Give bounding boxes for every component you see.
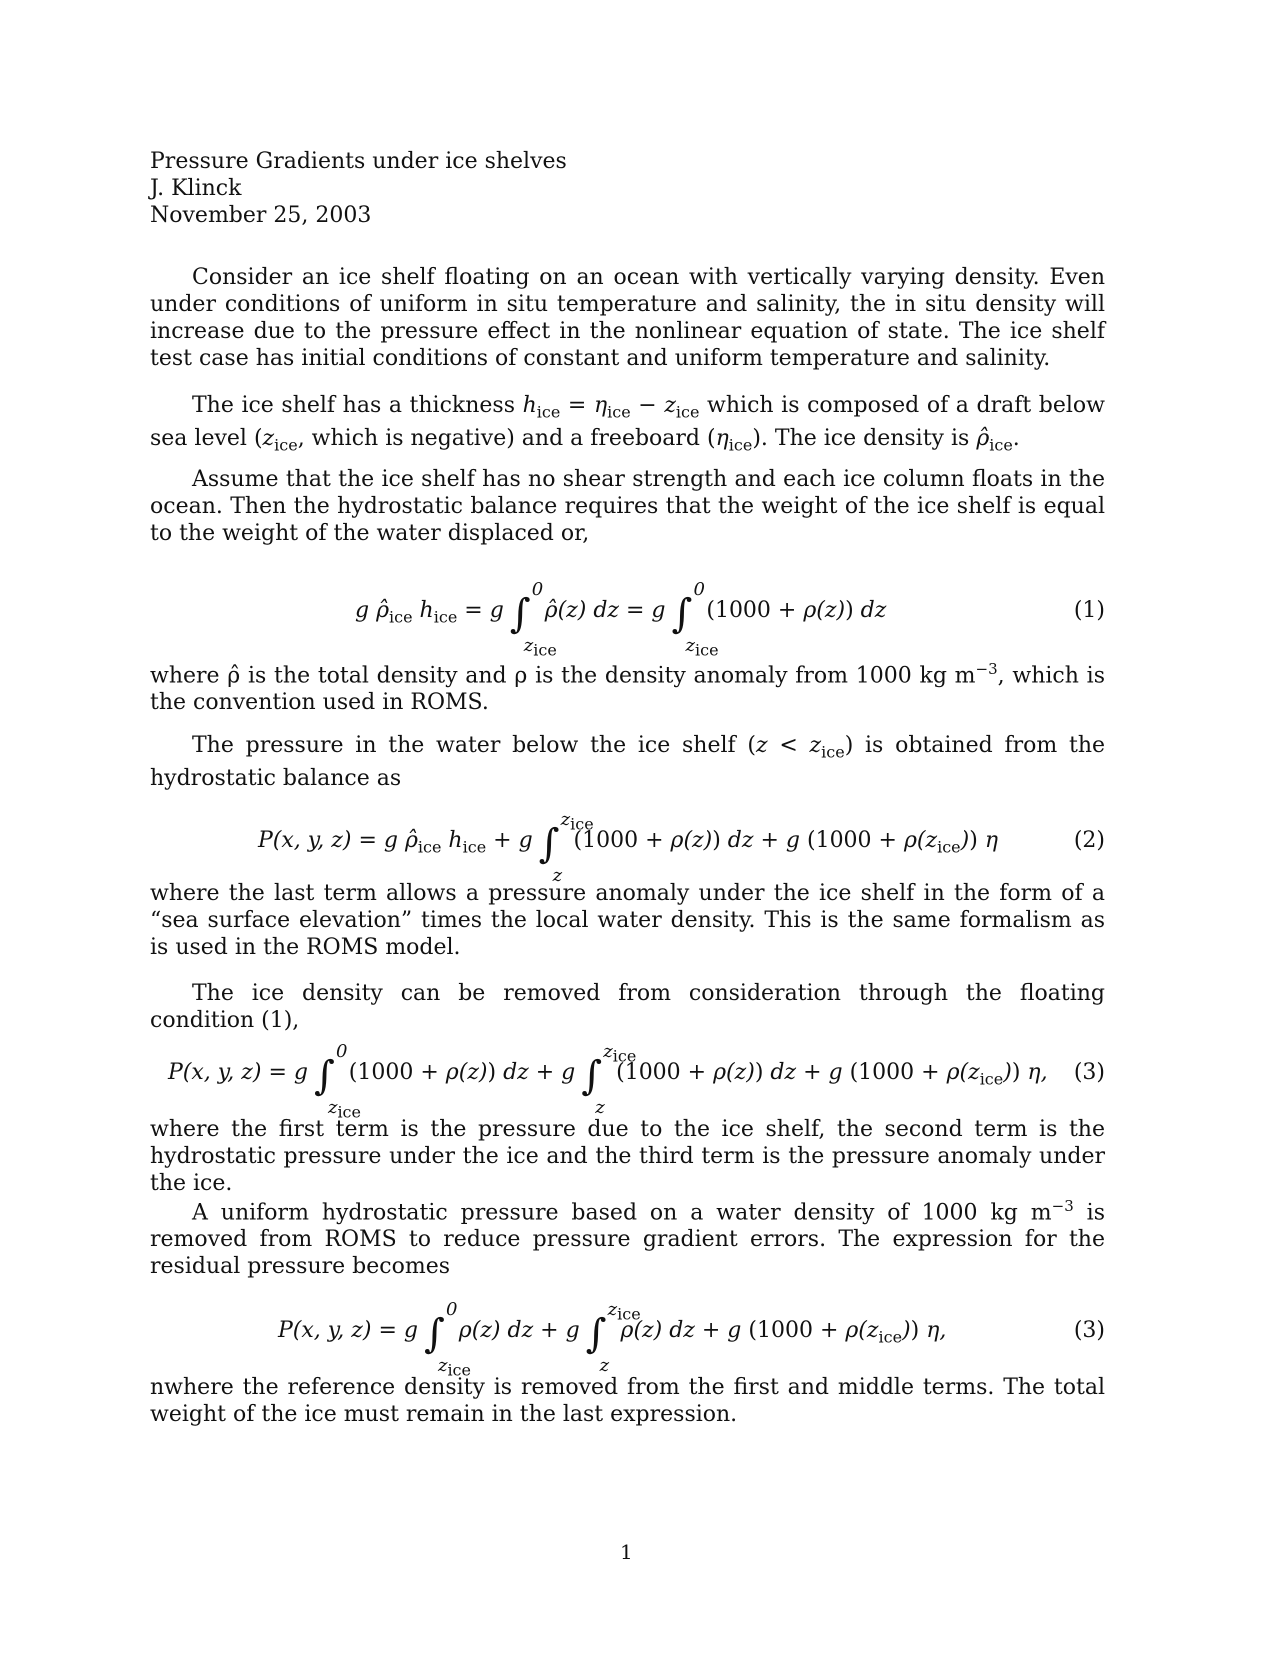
- paper-author: J. Klinck: [150, 176, 242, 201]
- equation-1: g $\rhô_{ice}$ $h_{ice} = g$ ∫ 0 $z_{ice}$ ρ̂(z) dz = g ∫ 0 $z_{ice}$ (1000 + ρ(z)) dz (1): [355, 579, 1105, 660]
- paragraph-5: The pressure in the water below the ice shelf $(z < z_{ice})$ is obtained from the hydrostatic balance as: [150, 733, 1106, 792]
- paragraph-4: where ρ̂ is the total density and ρ is the density anomaly from 1000 kg $m^{-3}$, which is the convention used in ROMS.: [150, 660, 1105, 716]
- equation-4-number: (3): [1073, 1318, 1105, 1343]
- paragraph-3: Assume that the ice shelf has no shear strength and each ice column floats in the ocean. Then the hydrostatic balance requires that the weight of the ice shelf is equal to the weight of the water displaced or,: [150, 467, 1105, 546]
- paragraph-6: where the last term allows a pressure anomaly under the ice shelf in the form of a “sea surface elevation” times the local water density. This is the same formalism as is used in the ROMS model.: [150, 881, 1105, 960]
- equation-2: P(x, y, z) = g $\rhô_{ice}$ $h_{ice} + g$ ∫ $z_{ice}$ z (1000 + ρ(z)) dz + g $(1000 + \rho(z_{ice}))$ η (2): [258, 809, 1105, 886]
- paper-date: November 25, 2003: [150, 203, 372, 228]
- paragraph-7: The ice density can be removed from consideration through the floating condition (1),: [150, 981, 1105, 1033]
- equation-3-number: (3): [1073, 1060, 1105, 1085]
- paragraph-2: The ice shelf has a thickness $h_{ice} = \eta_{ice} - z_{ice}$ which is composed of a draft below sea level ($z_{ice}$, which is negative) and a freeboard $(\eta_{ice})$. The ice density is $\rhô_{ice}$.: [150, 393, 1106, 455]
- page-number: 1: [620, 1540, 633, 1564]
- paper-header: [150, 148, 567, 229]
- equation-2-number: (2): [1073, 828, 1105, 853]
- paragraph-1: Consider an ice shelf floating on an ocean with vertically varying density. Even under conditions of uniform in situ temperature and salinity, the in situ density will increase due to the pressure effect in the nonlinear equation of state. The ice shelf test case has initial conditions of constant and uniform temperature and salinity.: [150, 265, 1105, 371]
- equation-3: P(x, y, z) = g ∫ 0 $z_{ice}$ (1000 + ρ(z)) dz + g ∫ $z_{ice}$ z (1000 + ρ(z)) dz + g $(1000 + \rho(z_{ice}))$ η, (3): [168, 1041, 1105, 1122]
- paper-title: Pressure Gradients under ice shelves: [150, 149, 567, 174]
- paragraph-10: nwhere the reference density is removed from the first and middle terms. The total weight of the ice must remain in the last expression.: [150, 1375, 1105, 1427]
- paragraph-8: where the first term is the pressure due to the ice shelf, the second term is the hydrostatic pressure under the ice and the third term is the pressure anomaly under the ice.: [150, 1117, 1105, 1196]
- equation-4: P(x, y, z) = g ∫ 0 $z_{ice}$ ρ(z) dz + g ∫ $z_{ice}$ z ρ(z) dz + g $(1000 + \rho(z_{ice}))$ η, (3): [278, 1299, 1105, 1380]
- equation-1-number: (1): [1073, 598, 1105, 623]
- paragraph-9: A uniform hydrostatic pressure based on a water density of 1000 kg $m^{-3}$ is removed from ROMS to reduce pressure gradient errors. The expression for the residual pressure becomes: [150, 1197, 1105, 1280]
